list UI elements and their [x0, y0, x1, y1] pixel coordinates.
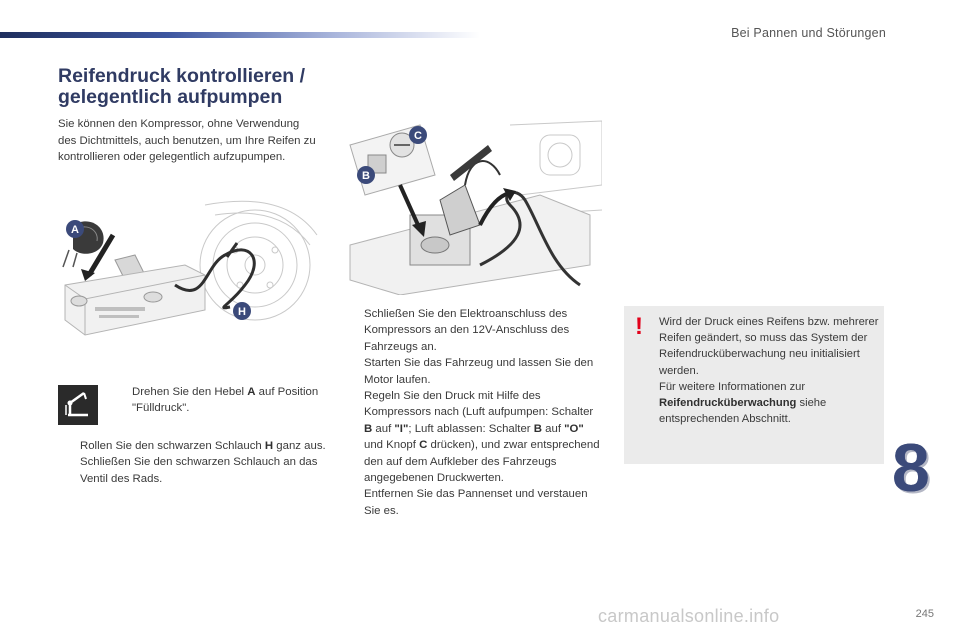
list-item: Entfernen Sie das Pannenset und verstauen Sie es.	[364, 488, 588, 517]
heading-line-1: Reifendruck kontrollieren /	[58, 65, 306, 87]
page-heading	[58, 66, 358, 108]
lever-icon	[58, 385, 98, 425]
list-item: Starten Sie das Fahrzeug und lassen Sie den Motor laufen.	[364, 357, 594, 386]
heading-line-2: gelegentlich aufpumpen	[58, 86, 283, 108]
note-text: Wird der Druck eines Reifens bzw. mehrerer Reifen geändert, so muss das System der Reifendrucküberwachung neu initialisiert werden. Für weitere Informationen zur Reifendrucküberwachung siehe entsprechenden Abschnitt.	[659, 316, 879, 426]
list-item: Regeln Sie den Druck mit Hilfe des Kompressors nach (Luft aufpumpen: Schalter B auf "I"; Luft ablassen: Schalter B auf "O" und Knopf C drücken), und zwar entsprechend den auf dem Aufkleber des Fahrzeugs angegebenen Druckwerten.	[364, 390, 600, 485]
list-item: Rollen Sie den schwarzen Schlauch H ganz aus.	[80, 440, 326, 452]
hose-steps	[58, 438, 328, 487]
warning-icon: !	[635, 313, 643, 340]
page-number: 245	[915, 608, 934, 620]
watermark: carmanualsonline.info	[598, 606, 780, 626]
lever-steps	[110, 384, 320, 417]
label-c: C	[414, 130, 422, 142]
list-item: Schließen Sie den schwarzen Schlauch an das Ventil des Rads.	[80, 456, 318, 485]
chapter-number: 8	[892, 430, 930, 506]
list-item: Drehen Sie den Hebel A auf Position "Fülldruck".	[132, 386, 319, 415]
compressor-controls-illustration	[340, 115, 602, 295]
intro-paragraph: Sie können den Kompressor, ohne Verwendung des Dichtmittels, auch benutzen, um Ihre Reifen zu kontrollieren oder gelegentlich aufzupumpen.	[58, 118, 316, 164]
list-item: Schließen Sie den Elektroanschluss des Kompressors an den 12V-Anschluss des Fahrzeugs an.	[364, 308, 570, 353]
warning-note	[624, 306, 884, 464]
header-color-bar	[0, 32, 480, 38]
compressor-wheel-illustration	[55, 195, 320, 345]
label-b: B	[362, 170, 370, 182]
section-title: Bei Pannen und Störungen	[731, 26, 886, 40]
compressor-steps	[342, 306, 602, 519]
label-a: A	[71, 224, 79, 236]
label-h: H	[238, 306, 246, 318]
